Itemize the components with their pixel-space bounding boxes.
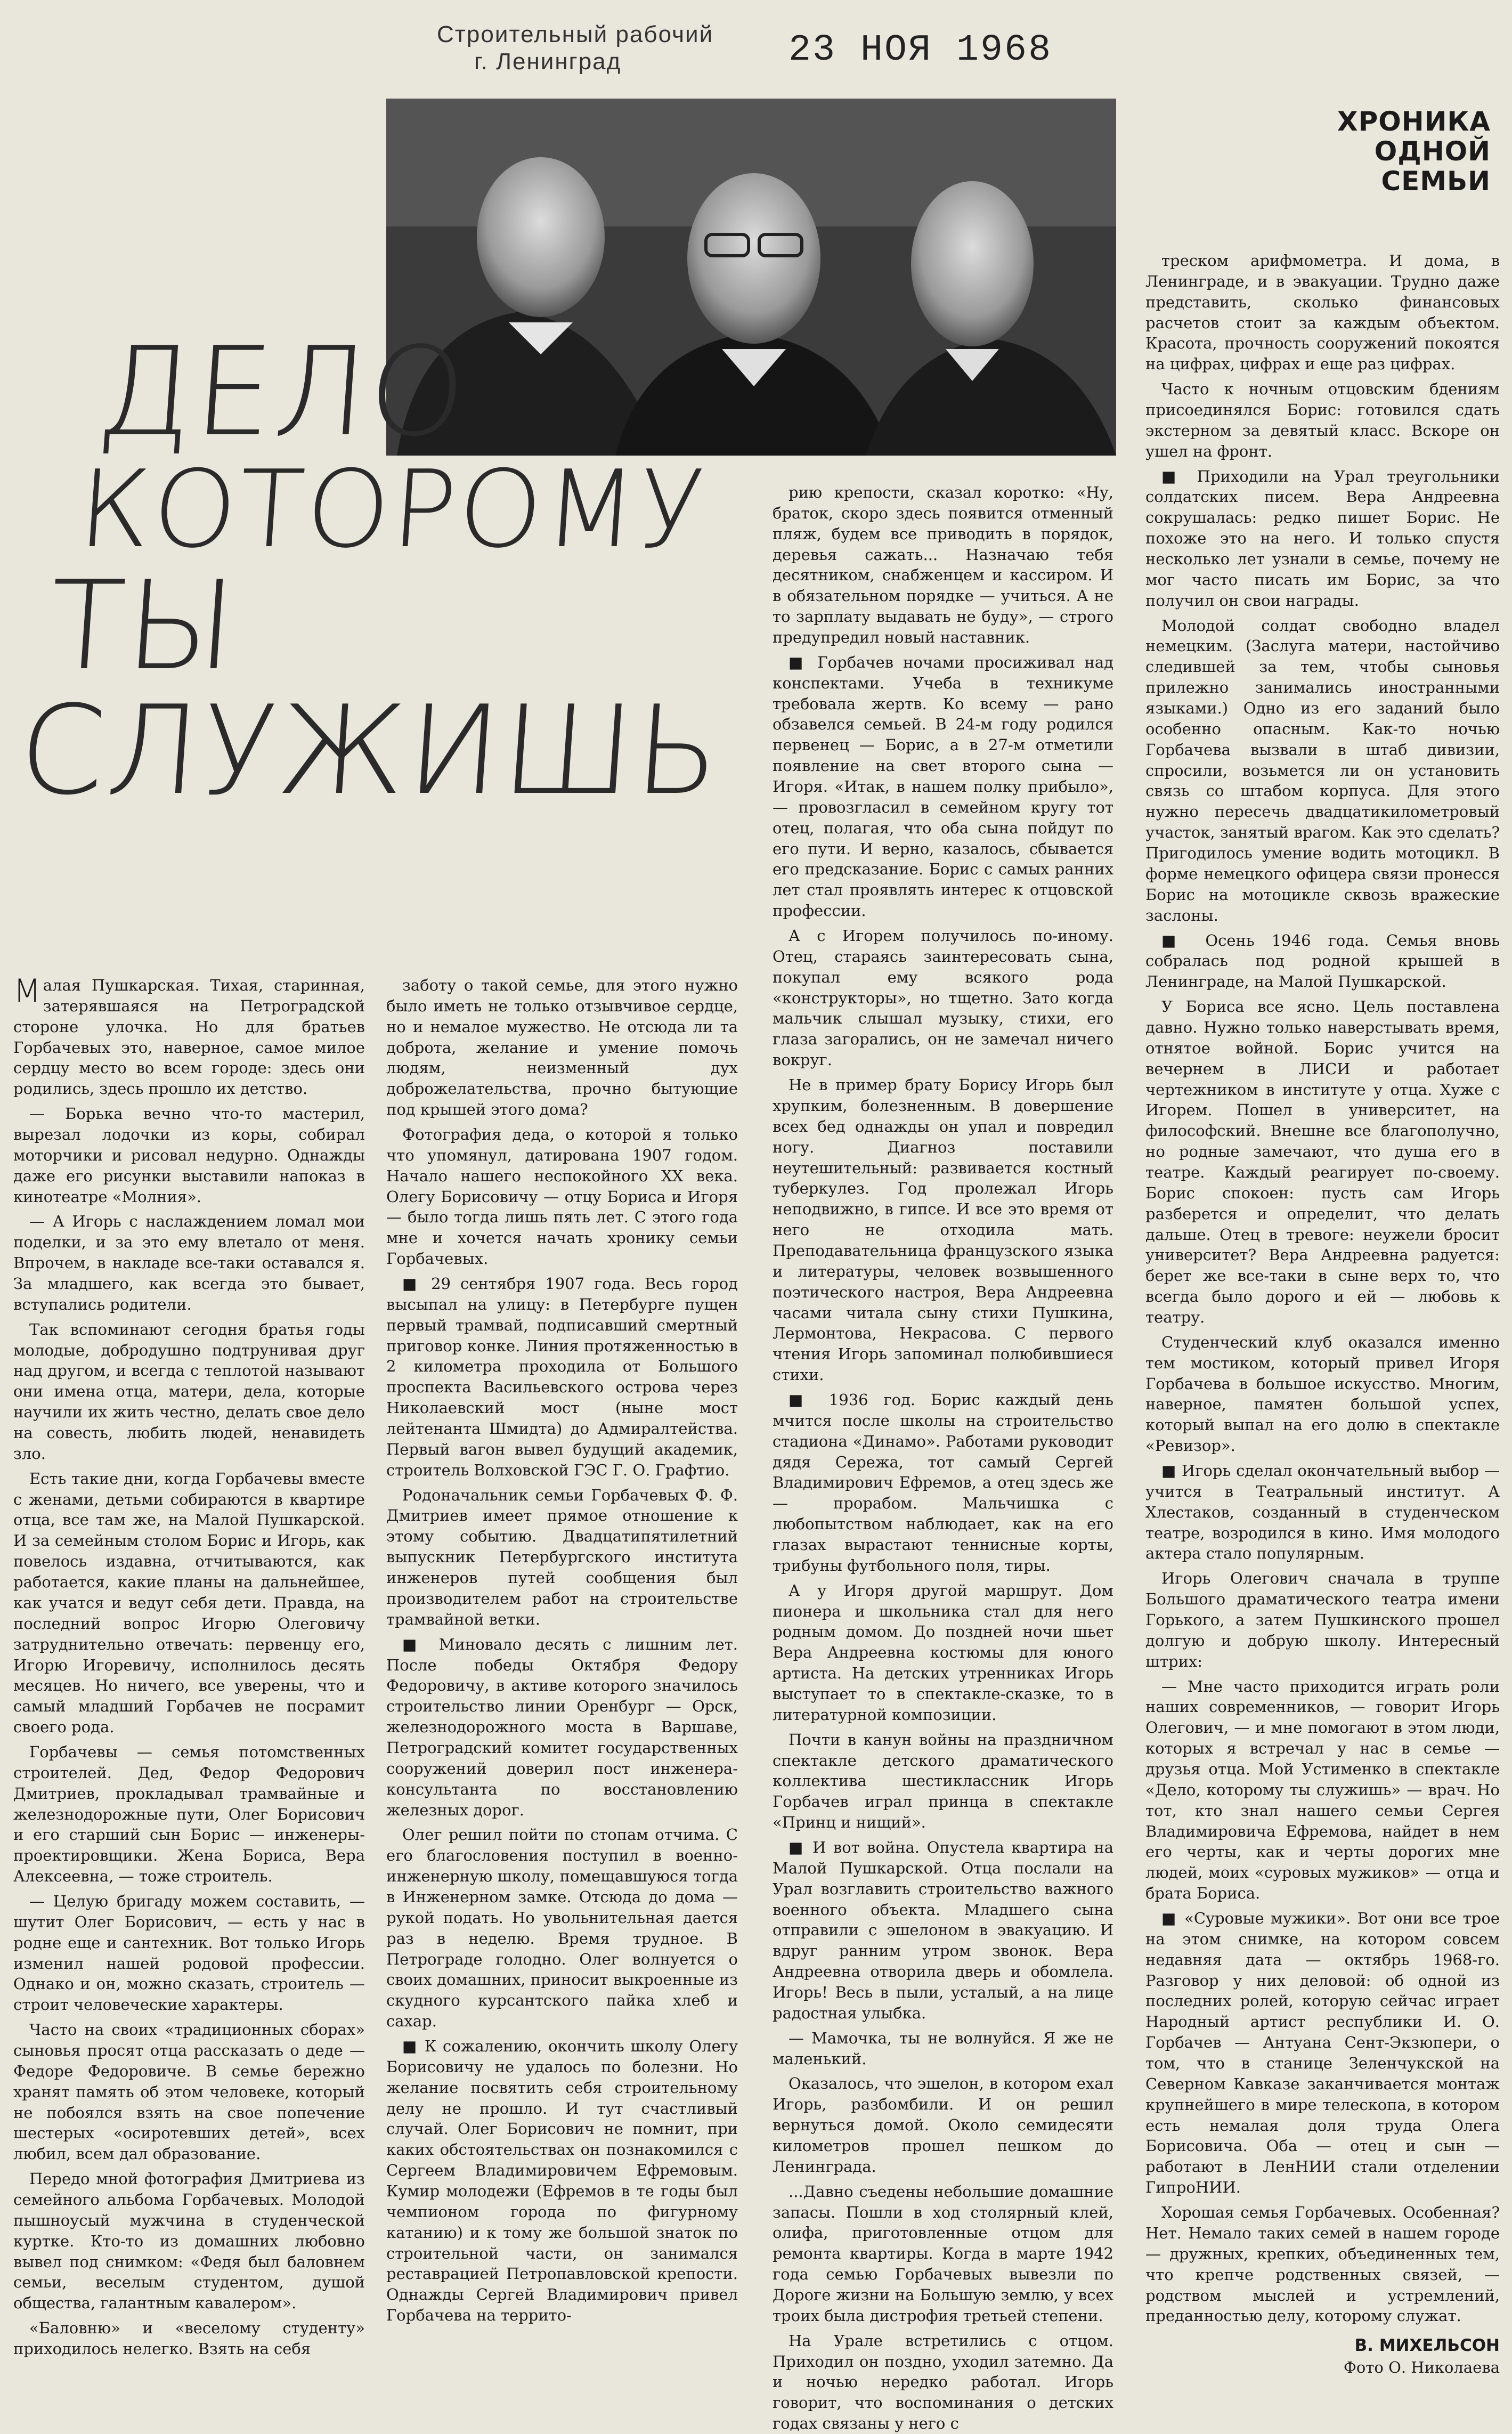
article-headline [14, 321, 773, 823]
newspaper-stamp [437, 21, 713, 75]
paragraph: ■ Осень 1946 года. Семья вновь собралась под родной крышей в Ленинграде, на Малой Пушкарской. [1145, 931, 1500, 991]
paragraph: Родоначальник семьи Горбачевых Ф. Ф. Дмитриев имеет прямое отношение к этому событию. Двадцатипятилетний выпускник Петербургского института инженеров путей сообщения был производителем работ на строительстве трамвайной ветки. [386, 1486, 738, 1628]
stamp-city: г. Ленинград [474, 48, 622, 75]
headline-line-4: СЛУЖИШЬ [14, 680, 727, 823]
chronicle-title [1267, 107, 1491, 196]
chronicle-line-2: ОДНОЙ [1374, 136, 1491, 167]
stamp-date: 23 НОЯ 1968 [788, 29, 1053, 71]
paragraph: ■ К сожалению, окончить школу Олегу Борисовичу не удалось по болезни. Но желание посвятить себя строительному делу не прошло. И тут счастливый случай. Олег Борисович не помнит, при каких обстоятельствах он познакомился с Сергеем Владимировичем Ефремовым. Кумир молодежи (Ефремов в те годы был чемпионом города по фигурному катанию) и к тому же большой знаток по строительной части, он занимался реставрацией Петропавловской крепости. Однажды Сергей Владимирович привел Горбачева на террито- [386, 2037, 738, 2325]
paragraph: А с Игорем получилось по-иному. Отец, стараясь заинтересовать сына, покупал ему всякого рода «конструкторы», но тщетно. Зато когда мальчик слышал музыку, стихи, его глаза загорались, он не замечал ничего вокруг. [773, 927, 1113, 1069]
paragraph: ■ 1936 год. Борис каждый день мчится после школы на строительство стадиона «Динамо». Работами руководит дядя Сережа, тот самый Сергей Владимирович Ефремов, а отец здесь же — прорабом. Мальчишка с любопытством наблюдает, как на его глазах вырастают теннисные корты, трибуны футбольного поля, тиры. [773, 1390, 1113, 1575]
paragraph: треском арифмометра. И дома, в Ленинграде, и в эвакуации. Трудно даже представить, сколько финансовых расчетов стоит за каждым объектом. Красота, прочность сооружений покоятся на цифрах, цифрах и еще раз цифрах. [1145, 251, 1500, 374]
paragraph: Оказалось, что эшелон, в котором ехал Игорь, разбомбили. И он решил вернуться домой. Около семидесяти километров прошел пешком до Ленинграда. [773, 2074, 1113, 2176]
paragraph: «Баловню» и «веселому студенту» приходилось нелегко. Взять на себя [13, 2319, 365, 2358]
paragraph: — Мне часто приходится играть роли наших современников, — говорит Игорь Олегович, — и мне помогают в этом люди, которых я встречал у нас в семье — друзья отца. Мой Устименко в спектакле «Дело, которому ты служишь» — врач. Но тот, кто знал нашего семьи Сергея Владимировича Ефремова, найдет в нем его черты, как и черты дорогих мне людей, моих «суровых мужиков» — отца и брата Бориса. [1145, 1677, 1500, 1903]
paragraph: ■ 29 сентября 1907 года. Весь город высыпал на улицу: в Петербурге пущен первый трамвай, подписавший смертный приговор конке. Линия протяженностью в 2 километра проходила от Большого проспекта Васильевского острова через Николаевский мост (ныне мост лейтенанта Шмидта) до Адмиралтейства. Первый вагон вывел будущий академик, строитель Волховской ГЭС Г. О. Графтио. [386, 1275, 738, 1479]
chronicle-line-3: СЕМЬИ [1381, 166, 1491, 197]
paragraph: Есть такие дни, когда Горбачевы вместе с женами, детьми собираются в квартире отца, все там же, на Малой Пушкарской. И за семейным столом Борис и Игорь, как повелось издавна, отчитываются, как работается, какие планы на дальнейшее, как учатся и ведут себя дети. Правда, на последний вопрос Игорю Олеговичу затруднительно отвечать: первенцу его, Игорю Игоревичу, исполнилось десять месяцев. Но ничего, все уверены, что и самый младший Горбачев не посрамит своего рода. [13, 1469, 365, 1737]
stamp-publication: Строительный рабочий [437, 21, 714, 47]
headline-line-1: ДЕЛО [93, 321, 473, 464]
photo-credit: Фото О. Николаева [1343, 2358, 1500, 2376]
paragraph: Игорь Олегович сначала в труппе Большого драматического театра имени Горького, а затем Пушкинского прошел долгую и добрую школу. Интересный штрих: [1145, 1569, 1500, 1670]
paragraph: — Борька вечно что-то мастерил, вырезал лодочки из коры, собирал моторчики и рисовал недурно. Однажды даже его рисунки выставили напоказ в кинотеатре «Молния». [13, 1105, 365, 1206]
paragraph: Малая Пушкарская. Тихая, старинная, затерявшаяся на Петроградской стороне улочка. Но для братьев Горбачевых это, наверное, самое милое сердцу место во всем городе: здесь они родились, здесь прошло их детство. [13, 972, 365, 1098]
paragraph: На Урале встретились с отцом. Приходил он поздно, уходил затемно. Да и ночью нередко работал. Игорь говорит, что воспоминания о детских годах связаны у него с [773, 2331, 1113, 2433]
paragraph: Часто к ночным отцовским бдениям присоединялся Борис: готовился сдать экстерном за девятый класс. Вскоре он ушел на фронт. [1145, 380, 1500, 460]
paragraph: Студенческий клуб оказался именно тем мостиком, который привел Игоря Горбачева в большое искусство. Многим, наверное, памятен большой успех, который выпал на его долю в спектакле «Ревизор». [1145, 1333, 1500, 1455]
paragraph: ■ Горбачев ночами просиживал над конспектами. Учеба в техникуме требовала жертв. Ко всему — рано обзавелся семьей. В 24-м году родился первенец — Борис, а в 27-м отметили появление на свет второго сына — Игоря. «Итак, в нашем полку прибыло», — провозгласил в семейном кругу тот отец, полагая, что оба сына пойдут по его пути. И верно, казалось, сбывается его предсказание. Борис с самых ранних лет стал проявлять интерес к отцовской профессии. [773, 653, 1113, 920]
dropcap: М [13, 972, 41, 1010]
paragraph: ■ Приходили на Урал треугольники солдатских писем. Вера Андреевна сокрушалась: редко пишет Борис. Не похоже это на него. И только спустя несколько лет узнали в семье, почему не мог часто писать им Борис, за что получил он свои награды. [1145, 467, 1500, 610]
headline-line-2: КОТОРОМУ [75, 447, 710, 572]
paragraph: — А Игорь с наслаждением ломал мои поделки, и за это ему влетало от меня. Впрочем, в накладе все-таки оставался я. За младшего, как всегда это бывает, вступались родители. [13, 1212, 365, 1313]
paragraph: Олег решил пойти по стопам отчима. С его благословения поступил в военно-инженерную школу, помещавшуюся тогда в Инженерном замке. Отсюда до дома — рукой подать. Но увольнительная дается раз в неделю. Время трудное. В Петрограде голодно. Олег волнуется о своих домашних, приносит выкроенные из скудного курсантского пайка хлеб и сахар. [386, 1826, 738, 2031]
paragraph: Горбачевы — семья потомственных строителей. Дед, Федор Федорович Дмитриев, прокладывал трамвайные и железнодорожные пути, Олег Борисович и его старший сын Борис — инженеры-проектировщики. Жена Бориса, Вера Алексеевна, — тоже строитель. [13, 1742, 365, 1886]
paragraph: Не в пример брату Борису Игорь был хрупким, болезненным. В довершение всех бед однажды он упал и повредил ногу. Диагноз поставили неутешительный: развивается костный туберкулез. Год пролежал Игорь неподвижно, в гипсе. И все это время от него не отходила мать. Преподавательница французского языка и литературы, человек возвышенного поэтического настроя, Вера Андреевна часами читала сыну стихи Пушкина, Лермонтова, Некрасова. С первого чтения Игорь запоминал полюбившиеся стихи. [773, 1076, 1113, 1384]
chronicle-line-1: ХРОНИКА [1337, 106, 1491, 137]
paragraph: Почти в канун войны на праздничном спектакле детского драматического коллектива шестиклассник Игорь Горбачев играл принца в спектакле «Принц и нищий». [773, 1730, 1113, 1832]
paragraph: — Мамочка, ты не волнуйся. Я же не маленький. [773, 2029, 1113, 2068]
paragraph: Молодой солдат свободно владел немецким. (Заслуга матери, настойчиво следившей за тем, чтобы сыновья прилежно занимались иностранными языками.) Одно из его заданий было особенно опасным. Как-то ночью Горбачева вызвали в штаб дивизии, спросили, возьмется ли он установить связь со штабом корпуса. Для этого нужно пересечь двадцатикилометровый участок, занятый врагом. Как это сделать? Пригодилось умение водить мотоцикл. В форме немецкого офицера связи пронесся Борис на мотоцикле сквозь вражеские заслоны. [1145, 616, 1500, 924]
headline-line-3: ТЫ [44, 555, 242, 697]
author-signature: В. МИХЕЛЬСОН [1354, 2336, 1500, 2356]
paragraph: заботу о такой семье, для этого нужно было иметь не только отзывчивое сердце, но и немалое мужество. Не отсюда ли та доброта, желание и умение помочь людям, неизменный дух доброжелательства, прочно бытующие под крышей этого дома? [386, 976, 738, 1119]
paragraph: ■ Миновало десять с лишним лет. После победы Октября Федору Федоровичу, в активе которого значилось строительство линии Оренбург — Орск, железнодорожного моста в Варшаве, Петроградский комитет государственных сооружений доверил пост инженера-консультанта по восстановлению железных дорог. [386, 1635, 738, 1819]
paragraph: ■ И вот война. Опустела квартира на Малой Пушкарской. Отца послали на Урал возглавить строительство важного военного объекта. Младшего сына отправили с эшелоном в эвакуацию. И вдруг ранним утром звонок. Вера Андреевна отворила дверь и обомлела. Игорь! Весь в пыли, усталый, а на лице радостная улыбка. [773, 1838, 1113, 2022]
paragraph: А у Игоря другой маршрут. Дом пионера и школьника стал для него родным домом. До поздней ночи шьет Вера Андреевна костюмы для юного артиста. На детских утренниках Игорь выступает то в спектакле-сказке, то в литературной композиции. [773, 1581, 1113, 1724]
paragraph: ■ «Суровые мужики». Вот они все трое на этом снимке, на котором совсем недавняя дата — октябрь 1968-го. Разговор у них деловой: об одной из последних ролей, которую сейчас играет Народный артист республики И. О. Горбачев — Антуана Сент-Экзюпери, о том, что в станице Зеленчукской на Северном Кавказе заканчивается монтаж крупнейшего в мире телескопа, в котором есть немалая доля труда Олега Борисовича. Оба — отец и сын — работают в ЛенНИИ стали отделении ГипроНИИ. [1145, 1909, 1500, 2197]
paragraph: Хорошая семья Горбачевых. Особенная? Нет. Немало таких семей в нашем городе — дружных, крепких, объединенных тем, что крепче родственных связей, — родством мыслей и устремлений, преданностью делу, которому служат. [1145, 2203, 1500, 2325]
paragraph: Передо мной фотография Дмитриева из семейного альбома Горбачевых. Молодой пышноусый мужчина в студенческой куртке. Кто-то из домашних любовно вывел под снимком: «Федя был баловнем семьи, веселым студентом, душой общества, галантным кавалером». [13, 2170, 365, 2313]
article-column-1 [13, 972, 365, 2359]
paragraph: Так вспоминают сегодня братья годы молодые, добродушно подтрунивая друг над другом, и всегда с теплотой называют они имена отца, матери, дела, которые научили их жить честно, делать свое дело на совесть, любить людей, ненавидеть зло. [13, 1320, 365, 1463]
article-column-2 [386, 975, 738, 2326]
paragraph: У Бориса все ясно. Цель поставлена давно. Нужно только наверстывать время, отнятое войной. Борис учится на вечернем в ЛИСИ и работает чертежником в институте у отца. Хуже с Игорем. Пошел в университет, на философский. Внешне все благополучно, но родные замечают, что душа его в театре. Каждый реагирует по-своему. Борис спокоен: пусть сам Игорь разберется и определит, что делать дальше. Отец в тревоге: неужели бросит университет? Вера Андреевна радуется: берет же все-таки в сыне верх то, что всегда было дорого и ей — любовь к театру. [1145, 997, 1500, 1326]
paragraph: ■ Игорь сделал окончательный выбор — учится в Театральный институт. А Хлестаков, созданный в студенческом театре, возродился в кино. Имя молодого актера стало популярным. [1145, 1461, 1500, 1563]
paragraph: — Целую бригаду можем составить, — шутит Олег Борисович, — есть у нас в родне еще и сантехник. Вот только Игорь изменил нашей родовой профессии. Однако и он, можно сказать, строитель — строит человеческие характеры. [13, 1892, 365, 2014]
article-column-4 [1145, 250, 1500, 2378]
paragraph: ...Давно съедены небольшие домашние запасы. Пошли в ход столярный клей, олифа, приготовленные отцом для ремонта квартиры. Когда в марте 1942 года семью Горбачевых вывезли по Дороге жизни на Большую землю, у всех троих была дистрофия третьей степени. [773, 2182, 1113, 2325]
paragraph: Часто на своих «традиционных сборах» сыновья просят отца рассказать о деде — Федоре Федоровиче. В семье бережно хранят память об этом человеке, который не побоялся взять на свое попечение шестерых «осиротевших детей», всех любил, всем дал образование. [13, 2021, 365, 2163]
paragraph: рию крепости, сказал коротко: «Ну, браток, скоро здесь появится отменный пляж, будем все приводить в порядок, деревья сажать... Назначаю тебя десятником, снабженцем и кассиром. И в обязательном порядке — учиться. А не то зарплату выдавать не буду», — строго предупредил новый наставник. [773, 483, 1113, 647]
paragraph: Фотография деда, о которой я только что упомянул, датирована 1907 годом. Начало нашего неспокойного XX века. Олегу Борисовичу — отцу Бориса и Игоря — было тогда лишь пять лет. С этого года мне и хочется начать хронику семьи Горбачевых. [386, 1125, 738, 1268]
article-column-3 [773, 482, 1113, 2434]
